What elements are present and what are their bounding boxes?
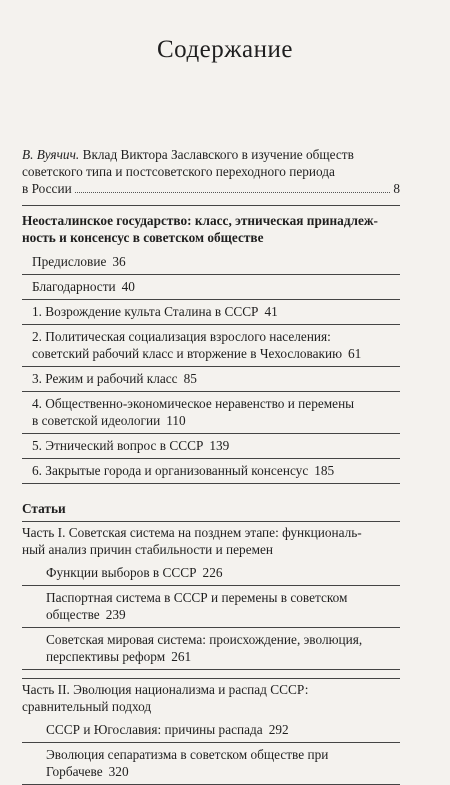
entry-title: 5. Этнический вопрос в СССР bbox=[32, 438, 204, 453]
entry-last-line bbox=[46, 721, 400, 738]
part1-heading bbox=[22, 522, 400, 561]
heading-line: ность и консенсус в советском обществе bbox=[22, 230, 264, 245]
toc bbox=[22, 146, 400, 785]
toc-entry bbox=[22, 325, 400, 367]
entry-last-line bbox=[46, 763, 400, 780]
toc-entry bbox=[22, 628, 400, 670]
spacer bbox=[22, 484, 400, 492]
toc-entry-intro bbox=[22, 146, 400, 197]
page-number: 239 bbox=[105, 607, 126, 622]
entry-title: перспективы реформ bbox=[46, 649, 166, 664]
page-number: 41 bbox=[264, 304, 278, 319]
page-number: 61 bbox=[348, 346, 362, 361]
entry-last-line bbox=[46, 564, 400, 581]
entry-title: Предисловие bbox=[32, 254, 107, 269]
entry-title: обществе bbox=[46, 607, 100, 622]
toc-entry bbox=[22, 250, 400, 275]
toc-entry bbox=[22, 743, 400, 785]
intro-line-1 bbox=[22, 146, 400, 163]
divider bbox=[22, 205, 400, 206]
intro-last: в России bbox=[22, 181, 72, 196]
entry-last-line bbox=[32, 437, 400, 454]
entry-title: в советской идеологии bbox=[32, 413, 161, 428]
page-number: 139 bbox=[209, 438, 230, 453]
articles-part2-list bbox=[22, 718, 400, 785]
articles-part1-list bbox=[22, 561, 400, 670]
toc-entry bbox=[22, 300, 400, 325]
heading-line: Часть I. Советская система на позднем этапе: функциональ- bbox=[22, 525, 362, 540]
page-number: 261 bbox=[171, 649, 192, 664]
toc-entry bbox=[22, 367, 400, 392]
leader-dots bbox=[75, 192, 391, 193]
entry-line: Советская мировая система: происхождение, эволюция, bbox=[46, 632, 363, 647]
entry-last-line bbox=[32, 370, 400, 387]
entry-last-line bbox=[32, 303, 400, 320]
entry-line: 2. Политическая социализация взрослого населения: bbox=[32, 329, 331, 344]
entry-line: Паспортная система в СССР и перемены в советском bbox=[46, 590, 348, 605]
page-number: 185 bbox=[314, 463, 335, 478]
entry-title: Функции выборов в СССР bbox=[46, 565, 197, 580]
intro-author: В. Вуячич. bbox=[22, 147, 80, 162]
part-one-list bbox=[22, 250, 400, 484]
toc-entry bbox=[22, 275, 400, 300]
entry-last-line bbox=[32, 278, 400, 295]
entry-last-line bbox=[32, 253, 400, 270]
entry-last-line bbox=[32, 412, 400, 429]
toc-entry bbox=[22, 434, 400, 459]
entry-last-line bbox=[32, 462, 400, 479]
page-number: 292 bbox=[268, 722, 289, 737]
page-number: 36 bbox=[112, 254, 126, 269]
toc-entry bbox=[22, 561, 400, 586]
entry-title: 1. Возрождение культа Сталина в СССР bbox=[32, 304, 259, 319]
entry-line: Эволюция сепаратизма в советском обществе при bbox=[46, 747, 329, 762]
entry-title: 6. Закрытые города и организованный консенсус bbox=[32, 463, 309, 478]
spacer bbox=[22, 670, 400, 678]
page-number: 40 bbox=[121, 279, 135, 294]
entry-title: советский рабочий класс и вторжение в Чехословакию bbox=[32, 346, 343, 361]
heading-line: Неосталинское государство: класс, этническая принадлеж- bbox=[22, 213, 378, 228]
toc-entry bbox=[22, 459, 400, 484]
page-number: 85 bbox=[183, 371, 197, 386]
entry-title: СССР и Югославия: причины распада bbox=[46, 722, 263, 737]
entry-last-line bbox=[46, 648, 400, 665]
page-number: 320 bbox=[108, 764, 129, 779]
entry-last-line bbox=[32, 345, 400, 362]
part2-heading bbox=[22, 679, 400, 718]
page-number: 8 bbox=[393, 181, 400, 196]
entry-last-line bbox=[46, 606, 400, 623]
section-heading-neostalinist bbox=[22, 212, 400, 246]
intro-text-1: Вклад Виктора Заславского в изучение обществ bbox=[82, 147, 354, 162]
toc-entry bbox=[22, 586, 400, 628]
entry-line: 4. Общественно-экономическое неравенство и перемены bbox=[32, 396, 355, 411]
entry-title: Горбачеве bbox=[46, 764, 103, 779]
toc-entry bbox=[22, 392, 400, 434]
section-heading-articles: Статьи bbox=[22, 501, 66, 516]
intro-last-line bbox=[22, 180, 400, 197]
page-number: 226 bbox=[202, 565, 223, 580]
entry-title: Благодарности bbox=[32, 279, 116, 294]
heading-line: Часть II. Эволюция национализма и распад СССР: bbox=[22, 682, 309, 697]
entry-title: 3. Режим и рабочий класс bbox=[32, 371, 178, 386]
heading-line: сравнительный подход bbox=[22, 699, 152, 714]
heading-line: ный анализ причин стабильности и перемен bbox=[22, 542, 274, 557]
page-title: Содержание bbox=[157, 36, 293, 63]
intro-text-2: советского типа и постсоветского переходного периода bbox=[22, 164, 335, 179]
page-number: 110 bbox=[166, 413, 186, 428]
